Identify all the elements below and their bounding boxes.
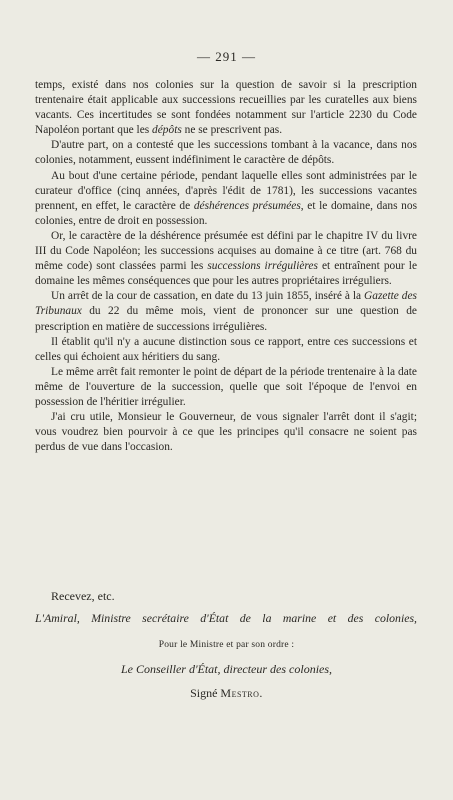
paragraph-text: J'ai cru utile, Monsieur le Gouverneur, de vous signaler l'arrêt dont il s'agit; vous voudrez bien pourvoir à ce que les principes qu'il consacre ne soient pas perdus de vue dans l'occasion.	[35, 411, 417, 454]
paragraph-text: ne se prescrivent pas.	[181, 124, 283, 137]
paragraph-text: D'autre part, on a contesté que les successions tombant à la vacance, dans nos colonies, notamment, eussent indéfiniment le caractère de dépôts.	[35, 139, 417, 167]
letter-body	[35, 78, 417, 455]
paragraph-8	[35, 410, 417, 455]
director-signature-line: Le Conseiller d'État, directeur des colonies,	[120, 662, 333, 676]
signed-name-line	[0, 686, 453, 701]
paragraph-text: Il établit qu'il n'y a aucune distinction sous ce rapport, entre ces successions et celles qui échoient aux héritiers du sang.	[35, 335, 417, 363]
paragraph-3	[35, 169, 417, 229]
paragraph-text: du 22 du même mois, vient de prononcer sur une question de prescription en matière de successions irrégulières.	[35, 305, 417, 333]
paragraph-4	[35, 229, 417, 289]
signed-prefix: Signé	[190, 686, 218, 700]
paragraph-text: et entraînent pour le domaine les mêmes conséquences que pour les autres propriétaires irréguliers.	[35, 260, 417, 288]
emphasis-successions: successions irrégulières	[207, 260, 318, 273]
emphasis-gazette: Gazette des Tribunaux	[35, 290, 417, 318]
paragraph-1	[35, 78, 417, 138]
paragraph-2	[35, 138, 417, 168]
paragraph-5	[35, 289, 417, 334]
paragraph-text: Un arrêt de la cour de cassation, en date du 13 juin 1855, inséré à la	[51, 290, 365, 303]
page-number: — 291 —	[197, 49, 256, 64]
signatory-name: Mestro.	[220, 686, 263, 700]
paragraph-text: Au bout d'une certaine période, pendant laquelle elles sont administrées par le curateur d'office (cinq années, d'après l'édit de 1781), les successions vacantes prennent, en effet, le caractère de	[35, 169, 417, 212]
order-line: Pour le Ministre et par son ordre :	[158, 640, 295, 650]
paragraph-text: temps, existé dans nos colonies sur la question de savoir si la prescription trentenaire était applicable aux successions recueillies par les curatelles aux biens vacants. Ces incertitudes se sont fondées notamment sur l'article 2230 du Code Napoléon portant que les	[35, 79, 417, 137]
paragraph-6	[35, 335, 417, 365]
paragraph-text: , et le domaine, dans nos colonies, entre de droit en possession.	[35, 199, 417, 227]
closing-formula: Recevez, etc.	[51, 589, 115, 603]
paragraph-text: Or, le caractère de la déshérence présumée est défini par le chapitre IV du livre III du Code Napoléon; les successions acquises au domaine à ce titre (art. 768 du même code) sont classées parmi les	[35, 229, 417, 273]
emphasis-depots: dépôts	[152, 124, 182, 137]
paragraph-text: Le même arrêt fait remonter le point de départ de la période trentenaire à la date même de l'ouverture de la succession, quelle que soit l'époque de l'envoi en possession de l'héritier irrégulier.	[35, 365, 417, 408]
emphasis-desherences: déshérences présumées	[193, 199, 301, 212]
paragraph-7	[35, 365, 417, 410]
minister-signature-line: L'Amiral, Ministre secrétaire d'État de la marine et des colonies,	[35, 611, 417, 625]
